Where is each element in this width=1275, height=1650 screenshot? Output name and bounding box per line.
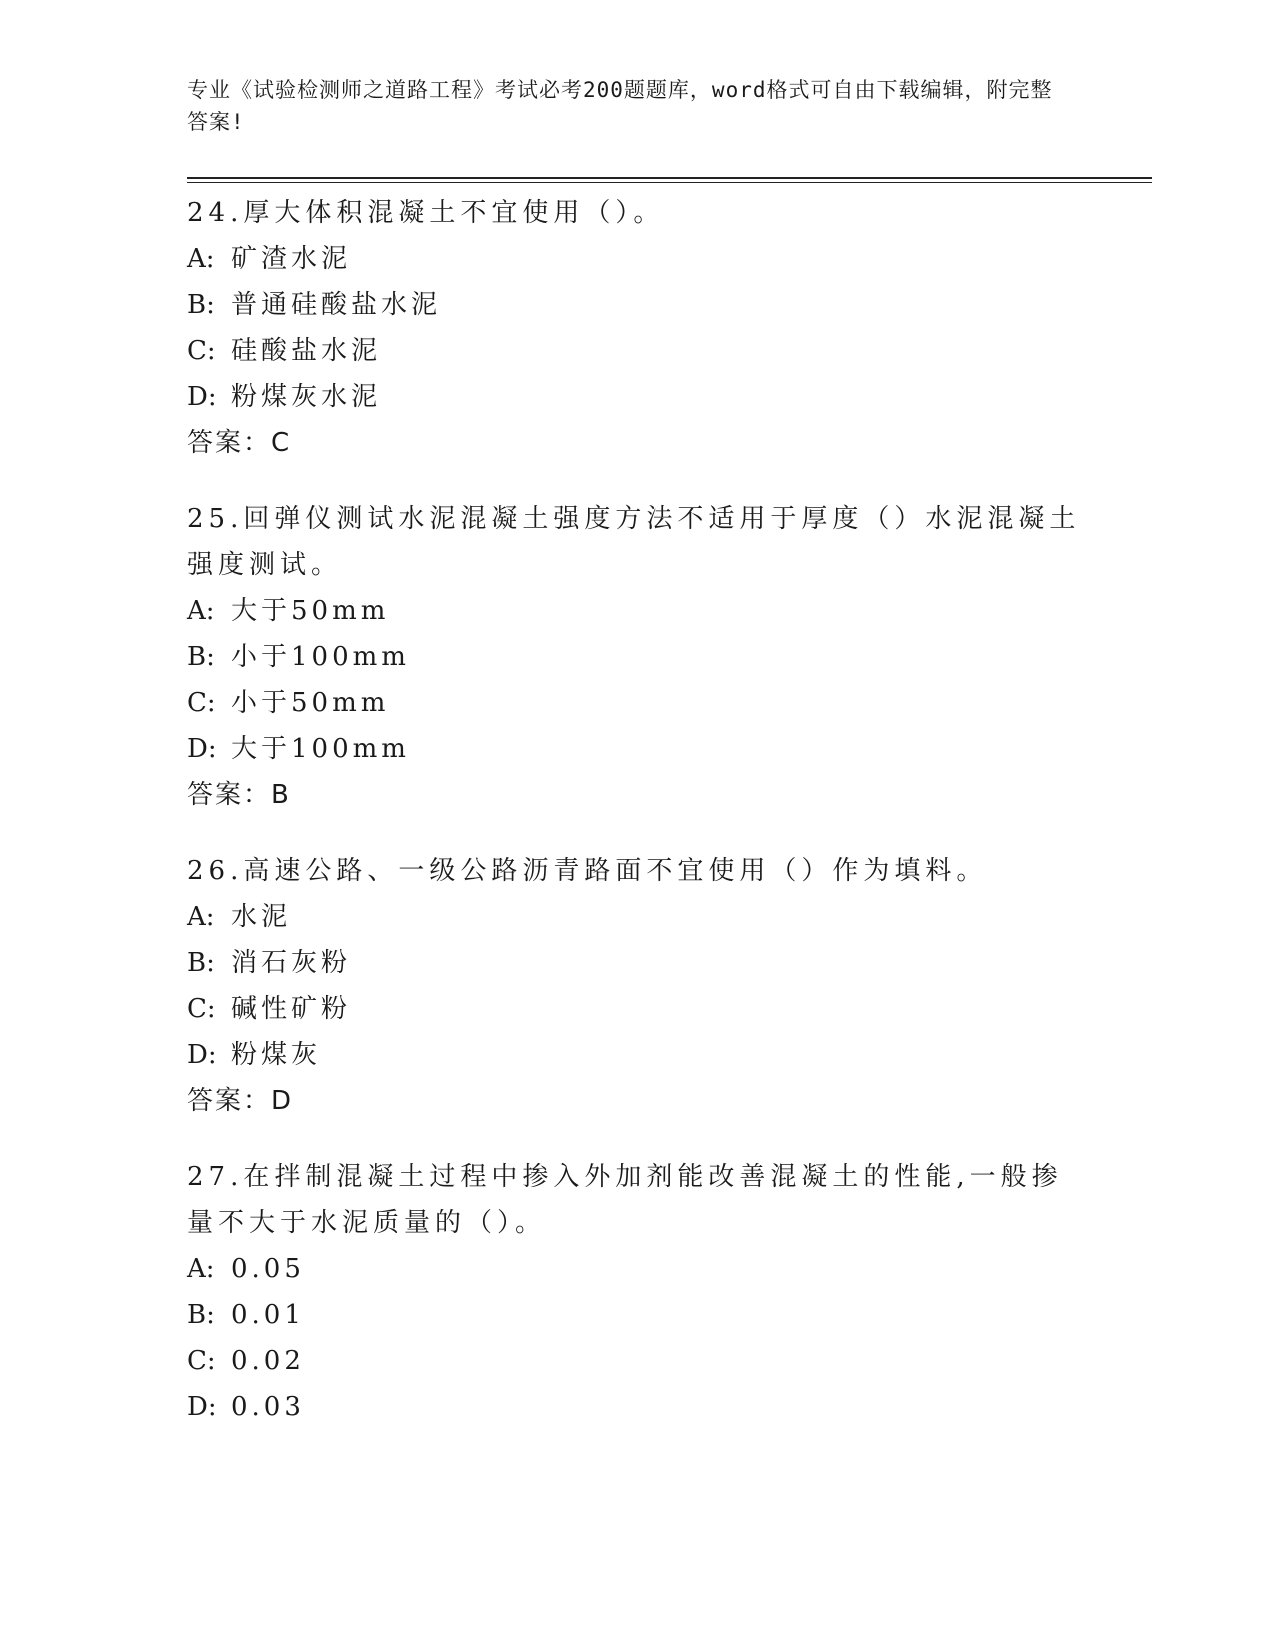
answer-line: 答案：B [187,780,291,810]
option-label: D: [187,1040,217,1070]
option-label: D: [187,382,217,412]
option-text: 普通硅酸盐水泥 [231,290,442,320]
question-27 [187,1154,1087,1430]
option-label: C: [187,1346,216,1376]
option-d [187,374,1087,420]
document-header-title: 专业《试验检测师之道路工程》考试必考200题题库，word格式可自由下载编辑，附完整答案! [187,78,1053,134]
option-d [187,1384,1087,1430]
option-label: A: [187,1254,215,1284]
option-text: 小于100mm [231,642,410,672]
option-label: C: [187,336,216,366]
option-text: 大于100mm [231,734,410,764]
question-26 [187,848,1087,1124]
option-text: 消石灰粉 [231,948,352,978]
question-stem: 27.在拌制混凝土过程中掺入外加剂能改善混凝土的性能,一般掺量不大于水泥质量的（）。 [187,1162,1063,1238]
option-label: C: [187,688,216,718]
option-b [187,940,1087,986]
option-label: D: [187,1392,217,1422]
option-b [187,1292,1087,1338]
question-25 [187,496,1087,818]
option-text: 0.05 [231,1254,305,1284]
header-divider-thick [187,177,1152,179]
option-b [187,282,1087,328]
answer-line: 答案：D [187,1086,294,1116]
question-stem: 25.回弹仪测试水泥混凝土强度方法不适用于厚度（）水泥混凝土强度测试。 [187,504,1081,580]
option-label: A: [187,244,215,274]
option-text: 小于50mm [231,688,390,718]
option-c [187,1338,1087,1384]
option-text: 0.02 [231,1346,305,1376]
question-list [187,190,1087,1460]
option-label: A: [187,902,215,932]
option-text: 大于50mm [231,596,390,626]
option-label: B: [187,290,215,320]
option-a [187,894,1087,940]
option-label: B: [187,948,215,978]
option-d [187,726,1087,772]
question-stem: 26.高速公路、一级公路沥青路面不宜使用（）作为填料。 [187,856,988,886]
option-text: 粉煤灰水泥 [231,382,382,412]
option-label: B: [187,1300,215,1330]
option-text: 水泥 [231,902,292,932]
option-label: D: [187,734,217,764]
option-c [187,680,1087,726]
option-text: 0.03 [231,1392,305,1422]
question-24 [187,190,1087,466]
option-a [187,236,1087,282]
option-c [187,986,1087,1032]
option-text: 矿渣水泥 [231,244,352,274]
option-label: C: [187,994,216,1024]
option-label: A: [187,596,215,626]
option-text: 粉煤灰 [231,1040,322,1070]
option-d [187,1032,1087,1078]
option-text: 0.01 [231,1300,305,1330]
question-stem: 24.厚大体积混凝土不宜使用（）。 [187,198,665,228]
option-a [187,1246,1087,1292]
answer-line: 答案：C [187,428,292,458]
option-text: 碱性矿粉 [231,994,352,1024]
option-c [187,328,1087,374]
header-divider-thin [187,182,1152,183]
option-text: 硅酸盐水泥 [231,336,382,366]
option-b [187,634,1087,680]
option-a [187,588,1087,634]
option-label: B: [187,642,215,672]
